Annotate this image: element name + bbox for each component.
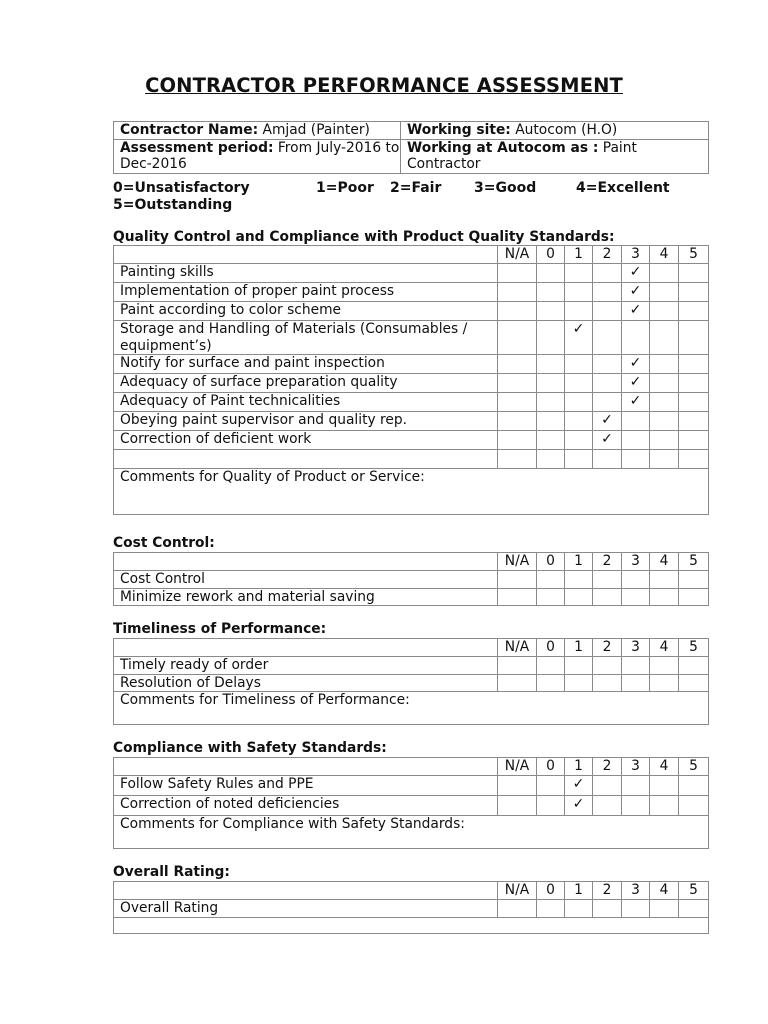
header-blank-cell (114, 553, 498, 571)
rating-header-4: 4 (650, 882, 679, 900)
comment-row (114, 692, 709, 725)
criteria-row (114, 900, 709, 918)
overall-section-title: Overall Rating: (113, 864, 230, 880)
rating-cell-4[interactable] (650, 321, 679, 355)
rating-cell-0[interactable] (537, 412, 565, 431)
rating-cell-na[interactable] (498, 283, 537, 302)
rating-header-na: N/A (498, 882, 537, 900)
rating-cell-5[interactable] (679, 674, 709, 692)
rating-cell-4[interactable] (650, 302, 679, 321)
criteria-row (114, 374, 709, 393)
rating-cell-na[interactable] (498, 796, 537, 816)
rating-cell-3[interactable] (622, 321, 650, 355)
criteria-label: Overall Rating (114, 900, 498, 918)
rating-header-3: 3 (622, 553, 650, 571)
empty-cell[interactable] (593, 450, 622, 469)
rating-header-2: 2 (593, 246, 622, 264)
check-mark-icon: ✓ (629, 393, 642, 409)
legend-3: 3=Good (474, 180, 537, 196)
criteria-label: Correction of deficient work (114, 431, 498, 450)
rating-cell-5[interactable] (679, 588, 709, 606)
rating-cell-2[interactable] (593, 412, 622, 431)
contractor-info-table (113, 121, 709, 174)
rating-header-row (114, 553, 709, 571)
rating-cell-5[interactable] (679, 776, 709, 796)
rating-cell-3[interactable] (622, 657, 650, 675)
rating-cell-2[interactable] (593, 321, 622, 355)
rating-cell-4[interactable] (650, 283, 679, 302)
rating-header-4: 4 (650, 758, 679, 776)
rating-cell-2[interactable] (593, 393, 622, 412)
rating-header-row (114, 246, 709, 264)
rating-header-row (114, 882, 709, 900)
rating-cell-na[interactable] (498, 302, 537, 321)
rating-cell-2[interactable] (593, 900, 622, 918)
rating-cell-2[interactable] (593, 431, 622, 450)
criteria-row (114, 355, 709, 374)
rating-cell-0[interactable] (537, 431, 565, 450)
quality-table (113, 245, 709, 515)
blank-row (114, 917, 709, 933)
rating-cell-2[interactable] (593, 374, 622, 393)
criteria-row (114, 264, 709, 283)
rating-cell-4[interactable] (650, 374, 679, 393)
rating-cell-1[interactable] (565, 674, 593, 692)
rating-cell-3[interactable] (622, 264, 650, 283)
rating-header-4: 4 (650, 553, 679, 571)
criteria-label: Follow Safety Rules and PPE (114, 776, 498, 796)
rating-cell-2[interactable] (593, 588, 622, 606)
rating-header-1: 1 (565, 553, 593, 571)
rating-cell-2[interactable] (593, 355, 622, 374)
legend-5: 5=Outstanding (113, 197, 233, 213)
rating-cell-3[interactable] (622, 374, 650, 393)
criteria-label: Painting skills (114, 264, 498, 283)
rating-cell-na[interactable] (498, 776, 537, 796)
rating-header-0: 0 (537, 882, 565, 900)
rating-header-1: 1 (565, 758, 593, 776)
rating-header-2: 2 (593, 639, 622, 657)
rating-cell-2[interactable] (593, 796, 622, 816)
rating-cell-4[interactable] (650, 900, 679, 918)
rating-cell-2[interactable] (593, 776, 622, 796)
comment-row (114, 469, 709, 515)
empty-cell[interactable] (650, 450, 679, 469)
rating-cell-4[interactable] (650, 588, 679, 606)
safety-table (113, 757, 709, 849)
rating-cell-na[interactable] (498, 571, 537, 589)
rating-cell-5[interactable] (679, 355, 709, 374)
check-mark-icon: ✓ (629, 374, 642, 390)
comment-field[interactable] (114, 469, 709, 515)
check-mark-icon: ✓ (601, 431, 613, 447)
rating-cell-5[interactable] (679, 412, 709, 431)
empty-cell[interactable] (114, 450, 498, 469)
rating-cell-3[interactable] (622, 588, 650, 606)
criteria-label: Adequacy of surface preparation quality (114, 374, 498, 393)
criteria-label: Implementation of proper paint process (114, 283, 498, 302)
rating-header-2: 2 (593, 553, 622, 571)
rating-cell-1[interactable] (565, 412, 593, 431)
rating-header-3: 3 (622, 246, 650, 264)
criteria-label: Cost Control (114, 571, 498, 589)
rating-header-4: 4 (650, 246, 679, 264)
rating-cell-2[interactable] (593, 657, 622, 675)
rating-header-3: 3 (622, 882, 650, 900)
rating-cell-3[interactable] (622, 900, 650, 918)
rating-cell-0[interactable] (537, 657, 565, 675)
rating-cell-3[interactable] (622, 776, 650, 796)
legend-0: 0=Unsatisfactory (113, 180, 250, 196)
criteria-label: Timely ready of order (114, 657, 498, 675)
rating-header-0: 0 (537, 758, 565, 776)
criteria-row (114, 588, 709, 606)
rating-header-2: 2 (593, 758, 622, 776)
rating-header-3: 3 (622, 758, 650, 776)
rating-cell-na[interactable] (498, 657, 537, 675)
rating-cell-2[interactable] (593, 264, 622, 283)
working-as-value: Paint Contractor (407, 139, 637, 172)
check-mark-icon: ✓ (629, 355, 642, 371)
rating-header-1: 1 (565, 882, 593, 900)
rating-cell-4[interactable] (650, 393, 679, 412)
rating-cell-na[interactable] (498, 355, 537, 374)
rating-cell-4[interactable] (650, 674, 679, 692)
rating-cell-1[interactable] (565, 374, 593, 393)
cost-section-title: Cost Control: (113, 535, 215, 551)
legend-4: 4=Excellent (576, 180, 670, 196)
safety-section-title: Compliance with Safety Standards: (113, 740, 387, 756)
rating-cell-1[interactable] (565, 431, 593, 450)
criteria-label: Storage and Handling of Materials (Consumables / equipment’s) (114, 321, 498, 355)
rating-header-row (114, 758, 709, 776)
cost-table (113, 552, 709, 606)
rating-cell-1[interactable] (565, 321, 593, 355)
rating-cell-0[interactable] (537, 588, 565, 606)
rating-cell-4[interactable] (650, 412, 679, 431)
rating-cell-1[interactable] (565, 355, 593, 374)
working-site-value: Autocom (H.O) (515, 122, 618, 138)
rating-header-row (114, 639, 709, 657)
rating-cell-na[interactable] (498, 393, 537, 412)
header-blank-cell (114, 882, 498, 900)
rating-cell-1[interactable] (565, 393, 593, 412)
empty-cell[interactable] (622, 450, 650, 469)
rating-header-3: 3 (622, 639, 650, 657)
rating-cell-3[interactable] (622, 674, 650, 692)
rating-cell-4[interactable] (650, 657, 679, 675)
rating-header-na: N/A (498, 758, 537, 776)
assessment-period-cell (114, 139, 401, 173)
rating-cell-0[interactable] (537, 393, 565, 412)
criteria-row (114, 393, 709, 412)
rating-cell-1[interactable] (565, 302, 593, 321)
rating-header-0: 0 (537, 639, 565, 657)
criteria-row (114, 412, 709, 431)
rating-header-na: N/A (498, 639, 537, 657)
rating-cell-0[interactable] (537, 374, 565, 393)
rating-cell-1[interactable] (565, 900, 593, 918)
criteria-label: Notify for surface and paint inspection (114, 355, 498, 374)
rating-header-2: 2 (593, 882, 622, 900)
working-site-label: Working site: (407, 122, 511, 138)
criteria-label: Adequacy of Paint technicalities (114, 393, 498, 412)
rating-cell-2[interactable] (593, 674, 622, 692)
rating-cell-na[interactable] (498, 431, 537, 450)
rating-cell-na[interactable] (498, 264, 537, 283)
rating-cell-2[interactable] (593, 283, 622, 302)
rating-cell-1[interactable] (565, 776, 593, 796)
overall-table (113, 881, 709, 934)
criteria-label: Minimize rework and material saving (114, 588, 498, 606)
rating-header-na: N/A (498, 553, 537, 571)
rating-cell-1[interactable] (565, 657, 593, 675)
check-mark-icon: ✓ (629, 302, 642, 318)
check-mark-icon: ✓ (572, 796, 585, 812)
legend-2: 2=Fair (390, 180, 442, 196)
criteria-label: Resolution of Delays (114, 674, 498, 692)
assessment-period-value: From July-2016 to Dec-2016 (120, 139, 400, 172)
rating-cell-3[interactable] (622, 431, 650, 450)
rating-cell-5[interactable] (679, 264, 709, 283)
rating-cell-na[interactable] (498, 588, 537, 606)
check-mark-icon: ✓ (572, 321, 585, 337)
comment-label: Comments for Compliance with Safety Standards: (120, 816, 465, 832)
rating-cell-0[interactable] (537, 674, 565, 692)
working-as-label: Working at Autocom as : (407, 139, 599, 156)
comment-field[interactable] (114, 692, 709, 725)
rating-cell-5[interactable] (679, 321, 709, 355)
rating-cell-0[interactable] (537, 283, 565, 302)
blank-cell[interactable] (114, 917, 709, 933)
rating-cell-3[interactable] (622, 355, 650, 374)
rating-cell-5[interactable] (679, 431, 709, 450)
rating-cell-3[interactable] (622, 393, 650, 412)
rating-cell-4[interactable] (650, 571, 679, 589)
criteria-row (114, 283, 709, 302)
rating-header-0: 0 (537, 246, 565, 264)
rating-cell-1[interactable] (565, 796, 593, 816)
rating-header-5: 5 (679, 758, 709, 776)
rating-cell-0[interactable] (537, 321, 565, 355)
header-blank-cell (114, 639, 498, 657)
quality-section-title: Quality Control and Compliance with Product Quality Standards: (113, 229, 615, 245)
contractor-name-value: Amjad (Painter) (262, 122, 370, 138)
header-blank-cell (114, 758, 498, 776)
rating-cell-0[interactable] (537, 571, 565, 589)
rating-cell-3[interactable] (622, 796, 650, 816)
rating-cell-1[interactable] (565, 283, 593, 302)
check-mark-icon: ✓ (601, 412, 613, 428)
criteria-row (114, 571, 709, 589)
rating-header-5: 5 (679, 639, 709, 657)
empty-cell[interactable] (537, 450, 565, 469)
rating-header-4: 4 (650, 639, 679, 657)
check-mark-icon: ✓ (629, 264, 642, 280)
rating-cell-5[interactable] (679, 302, 709, 321)
rating-header-5: 5 (679, 246, 709, 264)
timeliness-table (113, 638, 709, 725)
rating-header-0: 0 (537, 553, 565, 571)
comment-label: Comments for Timeliness of Performance: (120, 692, 410, 708)
check-mark-icon: ✓ (572, 776, 585, 792)
criteria-row (114, 776, 709, 796)
rating-cell-4[interactable] (650, 355, 679, 374)
rating-cell-na[interactable] (498, 321, 537, 355)
rating-header-na: N/A (498, 246, 537, 264)
empty-cell[interactable] (565, 450, 593, 469)
criteria-row (114, 431, 709, 450)
working-as-cell (401, 139, 709, 173)
rating-cell-0[interactable] (537, 302, 565, 321)
check-mark-icon: ✓ (629, 283, 642, 299)
empty-cell[interactable] (679, 450, 709, 469)
rating-cell-5[interactable] (679, 900, 709, 918)
rating-cell-5[interactable] (679, 283, 709, 302)
rating-cell-1[interactable] (565, 264, 593, 283)
legend-1: 1=Poor (316, 180, 374, 196)
criteria-label: Obeying paint supervisor and quality rep. (114, 412, 498, 431)
rating-cell-3[interactable] (622, 302, 650, 321)
criteria-row (114, 302, 709, 321)
comment-row (114, 816, 709, 849)
timeliness-section-title: Timeliness of Performance: (113, 621, 327, 637)
rating-cell-0[interactable] (537, 355, 565, 374)
rating-header-1: 1 (565, 639, 593, 657)
rating-cell-1[interactable] (565, 571, 593, 589)
header-blank-cell (114, 246, 498, 264)
contractor-name-label: Contractor Name: (120, 122, 259, 138)
rating-header-5: 5 (679, 882, 709, 900)
rating-cell-na[interactable] (498, 412, 537, 431)
criteria-row (114, 321, 709, 355)
comment-field[interactable] (114, 816, 709, 849)
rating-cell-4[interactable] (650, 431, 679, 450)
rating-header-1: 1 (565, 246, 593, 264)
rating-cell-4[interactable] (650, 796, 679, 816)
rating-cell-na[interactable] (498, 374, 537, 393)
empty-row (114, 450, 709, 469)
rating-cell-2[interactable] (593, 302, 622, 321)
criteria-row (114, 796, 709, 816)
rating-cell-na[interactable] (498, 674, 537, 692)
contractor-name-cell (114, 122, 401, 140)
criteria-row (114, 657, 709, 675)
rating-cell-4[interactable] (650, 776, 679, 796)
rating-cell-5[interactable] (679, 657, 709, 675)
rating-cell-3[interactable] (622, 283, 650, 302)
working-site-cell (401, 122, 709, 140)
rating-cell-1[interactable] (565, 588, 593, 606)
rating-cell-3[interactable] (622, 412, 650, 431)
criteria-label: Paint according to color scheme (114, 302, 498, 321)
criteria-label: Correction of noted deficiencies (114, 796, 498, 816)
rating-cell-0[interactable] (537, 264, 565, 283)
rating-cell-5[interactable] (679, 796, 709, 816)
rating-cell-na[interactable] (498, 900, 537, 918)
rating-cell-0[interactable] (537, 900, 565, 918)
rating-cell-0[interactable] (537, 796, 565, 816)
rating-cell-5[interactable] (679, 571, 709, 589)
page-title: CONTRACTOR PERFORMANCE ASSESSMENT (145, 74, 623, 97)
empty-cell[interactable] (498, 450, 537, 469)
rating-cell-5[interactable] (679, 374, 709, 393)
assessment-period-label: Assessment period: (120, 139, 274, 156)
rating-cell-0[interactable] (537, 776, 565, 796)
criteria-row (114, 674, 709, 692)
rating-cell-2[interactable] (593, 571, 622, 589)
rating-cell-4[interactable] (650, 264, 679, 283)
comment-label: Comments for Quality of Product or Service: (120, 469, 425, 485)
rating-cell-3[interactable] (622, 571, 650, 589)
rating-header-5: 5 (679, 553, 709, 571)
rating-cell-5[interactable] (679, 393, 709, 412)
